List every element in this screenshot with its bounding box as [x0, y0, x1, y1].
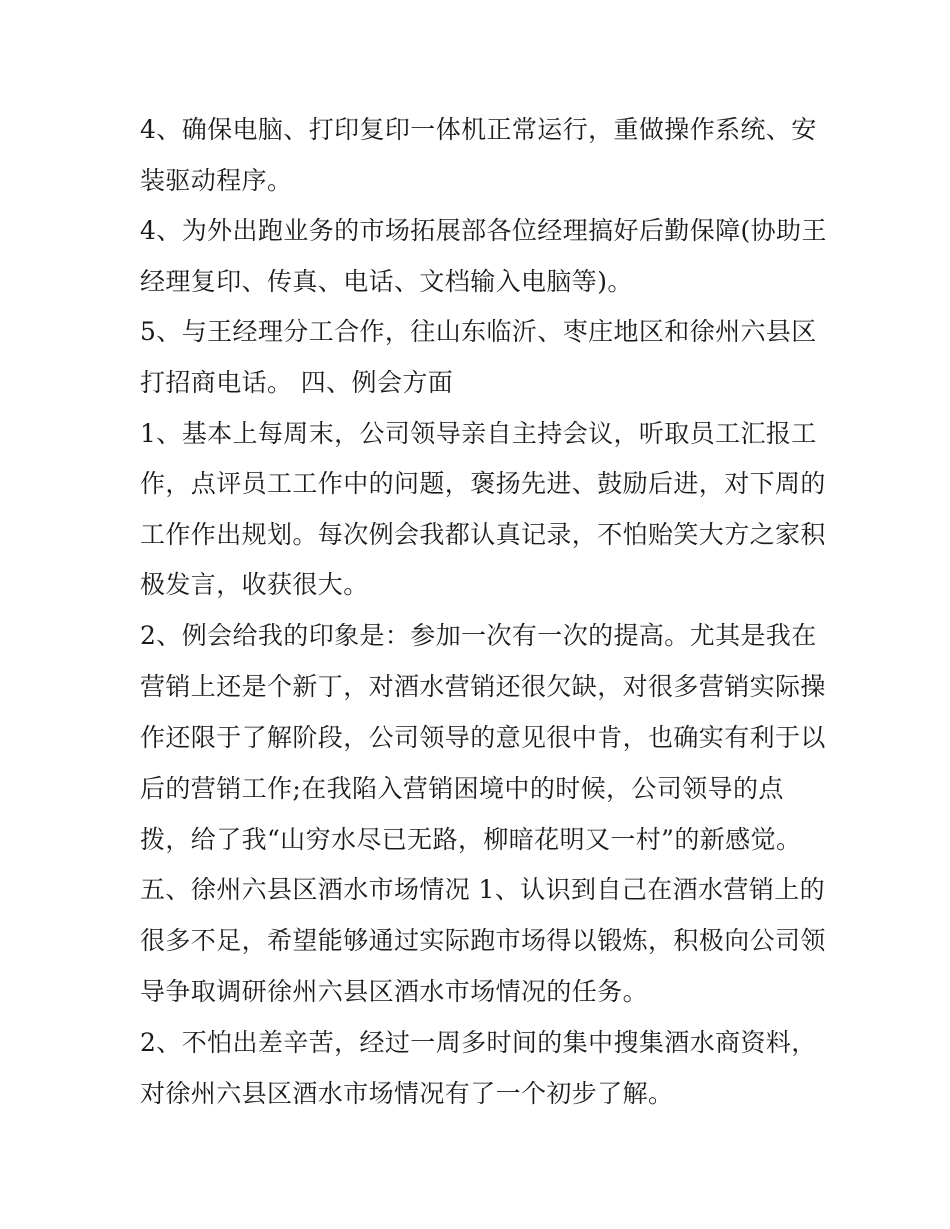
text-line: 很多不足，希望能够通过实际跑市场得以锻炼，积极向公司领: [140, 926, 826, 955]
text-line: 工作作出规划。每次例会我都认真记录，不怕贻笑大方之家积: [140, 520, 826, 549]
text-line: 2、不怕出差辛苦，经过一周多时间的集中搜集酒水商资料，: [140, 1028, 817, 1057]
text-line: 打招商电话。 四、例会方面: [140, 368, 454, 397]
text-line: 对徐州六县区酒水市场情况有了一个初步了解。: [140, 1079, 674, 1108]
text-line: 2、例会给我的印象是：参加一次有一次的提高。尤其是我在: [140, 621, 817, 650]
text-line: 极发言，收获很大。: [140, 570, 369, 599]
text-line: 作，点评员工工作中的问题，褒扬先进、鼓励后进，对下周的: [140, 469, 826, 498]
text-line: 5、与王经理分工合作，往山东临沂、枣庄地区和徐州六县区: [140, 317, 817, 346]
text-line: 经理复印、传真、电话、文档输入电脑等)。: [140, 267, 633, 296]
text-line: 营销上还是个新丁，对酒水营销还很欠缺，对很多营销实际操: [140, 672, 826, 701]
text-line: 1、基本上每周末，公司领导亲自主持会议，听取员工汇报工: [140, 419, 817, 448]
text-line: 4、确保电脑、打印复印一体机正常运行，重做操作系统、安: [140, 115, 817, 144]
text-line: 导争取调研徐州六县区酒水市场情况的任务。: [140, 977, 649, 1006]
text-line: 4、为外出跑业务的市场拓展部各位经理搞好后勤保障(协助王: [140, 216, 827, 245]
text-line: 作还限于了解阶段，公司领导的意见很中肯，也确实有利于以: [140, 723, 826, 752]
text-line: 五、徐州六县区酒水市场情况 1、认识到自己在酒水营销上的: [140, 875, 826, 904]
text-line: 拨，给了我“山穷水尽已无路，柳暗花明又一村”的新感觉。: [140, 825, 802, 854]
text-line: 后的营销工作;在我陷入营销困境中的时候，公司领导的点: [140, 774, 784, 803]
text-line: 装驱动程序。: [140, 166, 293, 195]
